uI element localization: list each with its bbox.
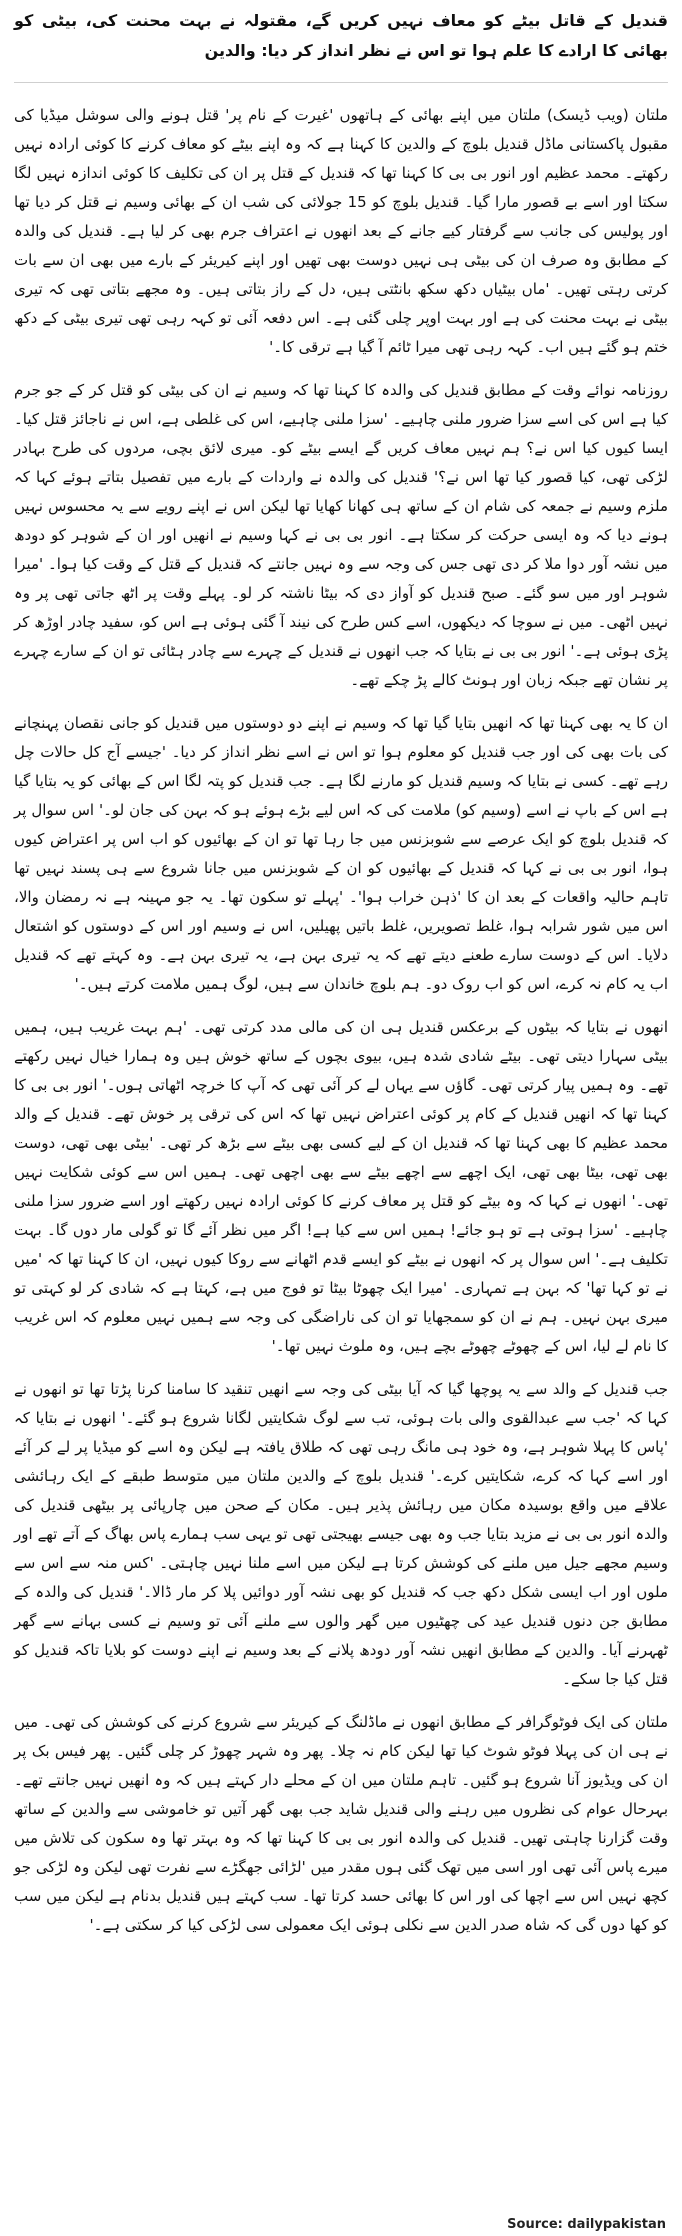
source-credit: Source: dailypakistan: [507, 2217, 666, 2232]
article-paragraph-5: جب قندیل کے والد سے یہ پوچھا گیا کہ آیا بیٹی کی وجہ سے انھیں تنقید کا سامنا کرنا پڑتا تھا تو انھوں نے کہا کہ 'جب سے عبدالقوی والی بات ہوئی، تب سے لوگ شکایتیں لگانا شروع ہو گئے۔' انھوں نے بتایا کہ 'پاس کا پہلا شوہر ہے، وہ خود ہی مانگ رہی تھی کہ طلاق یافتہ ہے لیکن وہ اسے کو میڈیا پر لے کر آئے اور اسے کہا کہ کرے، شکایتیں کرے۔' قندیل بلوچ کے والدین ملتان میں متوسط طبقے کے ایک رہائشی علاقے میں واقع بوسیدہ مکان میں رہائش پذیر ہیں۔ مکان کے صحن میں چارپائی پر بیٹھی قندیل کی والدہ انور بی بی نے مزید بتایا جب وہ بھی جیسے بھیجتی تھی تو یہی سب ہمارے پاس بھاگ کے آتے تھے اور وسیم مجھے جیل میں ملنے کی کوشش کرتا ہے لیکن میں اسے ملنا نہیں چاہتی۔ 'کس منہ سے اس سے ملوں اور اب ایسی شکل دکھ جب کہ قندیل کو بھی نشہ آور دوائیں پلا کر مار ڈالا۔' قندیل کی والدہ کے مطابق جن دنوں قندیل عید کی چھٹیوں میں گھر والوں سے ملنے آئی تو وسیم نے کسی بہانے سے گھر ٹھہرنے آیا۔ والدین کے مطابق انھیں نشہ آور دودھ پلانے کے بعد وسیم نے اپنے دوست کو بلایا تاکہ قندیل کو قتل کیا جا سکے۔: [14, 1380, 668, 1688]
article-paragraph-4: انھوں نے بتایا کہ بیٹوں کے برعکس قندیل ہی ان کی مالی مدد کرتی تھی۔ 'ہم بہت غریب ہیں، ہمیں بیٹی سہارا دیتی تھی۔ بیٹے شادی شدہ ہیں، بیوی بچوں کے ساتھ خوش ہیں وہ ہمارا خیال نہیں رکھتے تھے۔ وہ ہمیں پیار کرتی تھی۔ گاؤں سے یہاں لے کر آئی تھی کہ آپ کا خرچہ اٹھاتی ہوں۔' انور بی بی کا کہنا تھا کہ انھیں قندیل کے کام پر کوئی اعتراض نہیں تھا کہ اس کی ترقی پر خوش تھے۔ قندیل کے والد محمد عظیم کا بھی کہنا تھا کہ قندیل ان کے لیے کسی بھی بیٹے سے بڑھ کر تھی۔ 'بیٹی بھی تھی، دوست بھی تھی، بیٹا بھی تھی، ایک اچھے سے اچھے بیٹے سے بھی اچھی تھی۔ ہمیں اس سے کوئی شکایت نہیں تھی۔' انھوں نے کہا کہ وہ بیٹے کو قتل پر معاف کرنے کا کوئی ارادہ نہیں رکھتے اور اسے ضرور سزا ملنی چاہیے۔ 'سزا ہوتی ہے تو ہو جائے! ہمیں اس سے کیا ہے! اگر میں نظر آئے گا تو گولی مار دوں گا۔ بہت تکلیف ہے۔' اس سوال پر کہ انھوں نے بیٹے کو ایسے قدم اٹھانے سے روکا کیوں نہیں، ان کا کہنا تھا کہ 'میں نے تو کہا تھا' کہ بہن ہے تمہاری۔ 'میرا ایک چھوٹا بیٹا تو فوج میں ہے، کہتا ہے کہ شادی کر لو کہتی تو میری بہن نہیں۔ ہم نے ان کو سمجھایا تو ان کی ناراضگی کی وجہ سے ہمیں نہیں معلوم کہ اس غریب کا نام لے لیا، اس کے چھوٹے چھوٹے بچے ہیں، وہ ملوث نہیں تھا۔': [14, 1018, 668, 1355]
article-paragraph-2: روزنامہ نوائے وقت کے مطابق قندیل کی والدہ کا کہنا تھا کہ وسیم نے ان کی بیٹی کو قتل کر کے جو جرم کیا ہے اس کی اسے سزا ضرور ملنی چاہیے۔ 'سزا ملنی چاہیے، اس کی غلطی ہے، اس نے ناجائز قتل کیا۔ ایسا کیوں کیا اس نے؟ ہم نہیں معاف کریں گے ایسے بیٹے کو۔ میری لائق بچی، مردوں کی طرح بہادر لڑکی تھی، کیا قصور کیا تھا اس نے؟' قندیل کی والدہ نے واردات کے بارے میں تفصیل بتاتے ہوئے کہا کہ ملزم وسیم نے جمعہ کی شام ان کے ساتھ ہی کھانا کھایا تھا لیکن اس نے اپنے رویے سے یہ محسوس نہیں ہونے دیا کہ وہ ایسی حرکت کر سکتا ہے۔ انور بی بی نے کہا وسیم نے انھیں اور ان کے شوہر کو دودھ میں نشہ آور دوا ملا کر دی تھی جس کی وجہ سے وہ نہیں جانتے کہ قندیل کے قتل کے وقت کیا ہوا۔ 'میرا شوہر اور میں سو گئے۔ صبح قندیل کو آواز دی کہ بیٹا ناشتہ کر لو۔ پہلے وقت پر اٹھ جاتی تھی پر وہ نہیں اٹھی۔ میں نے سوچا کہ دیکھوں، اسے کس طرح کی نیند آ گئی ہوئی ہے اس کو، سفید چادر اوڑھ کر پڑی ہوئی ہے۔' انور بی بی نے بتایا کہ جب انھوں نے قندیل کے چہرے سے چادر ہٹائی تو ان کے سارے چہرے پر نشان تھے جبکہ زبان اور ہونٹ کالے پڑ چکے تھے۔: [14, 381, 668, 689]
article-paragraph-1: ملتان (ویب ڈیسک) ملتان میں اپنے بھائی کے ہاتھوں 'غیرت کے نام پر' قتل ہونے والی سوشل میڈیا کی مقبول پاکستانی ماڈل قندیل بلوچ کے والدین کا کہنا ہے کہ وہ اپنے بیٹے کو معاف کرنے کا کوئی ارادہ نہیں رکھتے۔ محمد عظیم اور انور بی بی کا کہنا تھا کہ قندیل کے قتل پر ان کی تکلیف کا کوئی اندازہ نہیں لگا سکتا اور اسے بے قصور مارا گیا۔ قندیل بلوچ کو 15 جولائی کی شب ان کے بھائی وسیم نے قتل کر دیا تھا اور پولیس کی جانب سے گرفتار کیے جانے کے بعد انھوں نے اعتراف جرم بھی کر لیا ہے۔ قندیل کی والدہ کے مطابق وہ صرف ان کی بیٹی ہی نہیں دوست بھی تھیں اور اپنے کیریئر کے بارے میں بھی ان سے بات کرتی رہتی تھیں۔ 'ماں بیٹیاں دکھ سکھ بانٹتی ہیں، دل کے راز بتاتی ہیں۔ وہ مجھے بتاتی تھی کہ تیری بیٹی نے بہت محنت کی ہے اور بہت اوپر چلی گئی ہے۔ اس دفعہ آئی تو کہہ رہی تھی تیری بیٹی کے دکھ ختم ہو گئے ہیں اب۔ کہہ رہی تھی میرا ٹائم آ گیا ہے ترقی کا۔': [14, 106, 668, 356]
article-headline: قندیل کے قاتل بیٹے کو معاف نہیں کریں گے، مقتولہ نے بہت محنت کی، بیٹی کو بھائی کا ارادے کا علم ہوا تو اس نے نظر انداز کر دیا: والدین: [14, 6, 668, 83]
article-paragraph-3: ان کا یہ بھی کہنا تھا کہ انھیں بتایا گیا تھا کہ وسیم نے اپنے دو دوستوں میں قندیل کو جانی نقصان پہنچانے کی بات بھی کی اور جب قندیل کو معلوم ہوا تو اس نے اسے نظر انداز کر دیا۔ 'جیسے آج کل حالات چل رہے تھے۔ کسی نے بتایا کہ وسیم قندیل کو مارنے لگا ہے۔ جب قندیل کو پتہ لگا اس کے بھائی کو یہ بتایا گیا ہے اس کے باپ نے اسے (وسیم کو) ملامت کی کہ اس لیے بڑے ہوئے ہو کہ بہن کی جان لو۔' اس سوال پر کہ قندیل بلوچ کو ایک عرصے سے شوبزنس میں جا رہا تھا تو ان کے بھائیوں کو اب اس پر اعتراض کیوں ہوا، انور بی بی نے کہا کہ قندیل کے بھائیوں کو ان کے شوبزنس میں جانا شروع سے ہی پسند نہیں تھا تاہم حالیہ واقعات کے بعد ان کا 'ذہن خراب ہوا'۔ 'پہلے تو سکون تھا۔ یہ جو مہینہ ہے نہ رمضان والا، اس میں شور شرابہ ہوا، غلط تصویریں، غلط باتیں پھیلیں، اس نے وسیم اور اس کے دوستوں کو اشتعال دلایا۔ اس کے دوست سارے طعنے دیتے تھے کہ یہ تیری بہن ہے، یہ تیری بہن ہے۔ وہ کہتے تھے کہ قندیل اب یہ کام نہ کرے، اس کو اب روک دو۔ ہم بلوچ خاندان سے ہیں، لوگ ہمیں ملامت کرتے ہیں۔': [14, 714, 668, 993]
article-paragraph-6: ملتان کی ایک فوٹوگرافر کے مطابق انھوں نے ماڈلنگ کے کیریئر سے شروع کرنے کی کوشش کی تھی۔ میں نے ہی ان کی پہلا فوٹو شوٹ کیا تھا لیکن کام نہ چلا۔ پھر وہ شہر چھوڑ کر چلی گئیں۔ پھر فیس بک پر ان کی ویڈیوز آنا شروع ہو گئیں۔ تاہم ملتان میں ان کے محلے دار کہتے ہیں کہ وہ انھیں نہیں جانتے تھے۔ بہرحال عوام کی نظروں میں رہنے والی قندیل شاید جب بھی گھر آتیں تو خاموشی سے والدین کے ساتھ وقت گزارنا چاہتی تھیں۔ قندیل کی والدہ انور بی بی کا کہنا تھا کہ وہ بہتر تھا وہ سکون کی تلاش میں میرے پاس آئی تھی اور اسی میں تھک گئی ہوں مقدر میں 'لڑائی جھگڑے سے نفرت تھی لیکن وہ لڑکی جو کچھ نہیں اس سے اچھا کی اور اس کا بھائی حسد کرتا تھا۔ سب کہتے ہیں قندیل بدنام ہے لیکن میں سب کو کھا دوں گی کہ شاہ صدر الدین سے نکلی ہوئی ایک معمولی سی لڑکی کیا کر سکتی ہے۔': [14, 1713, 668, 1934]
